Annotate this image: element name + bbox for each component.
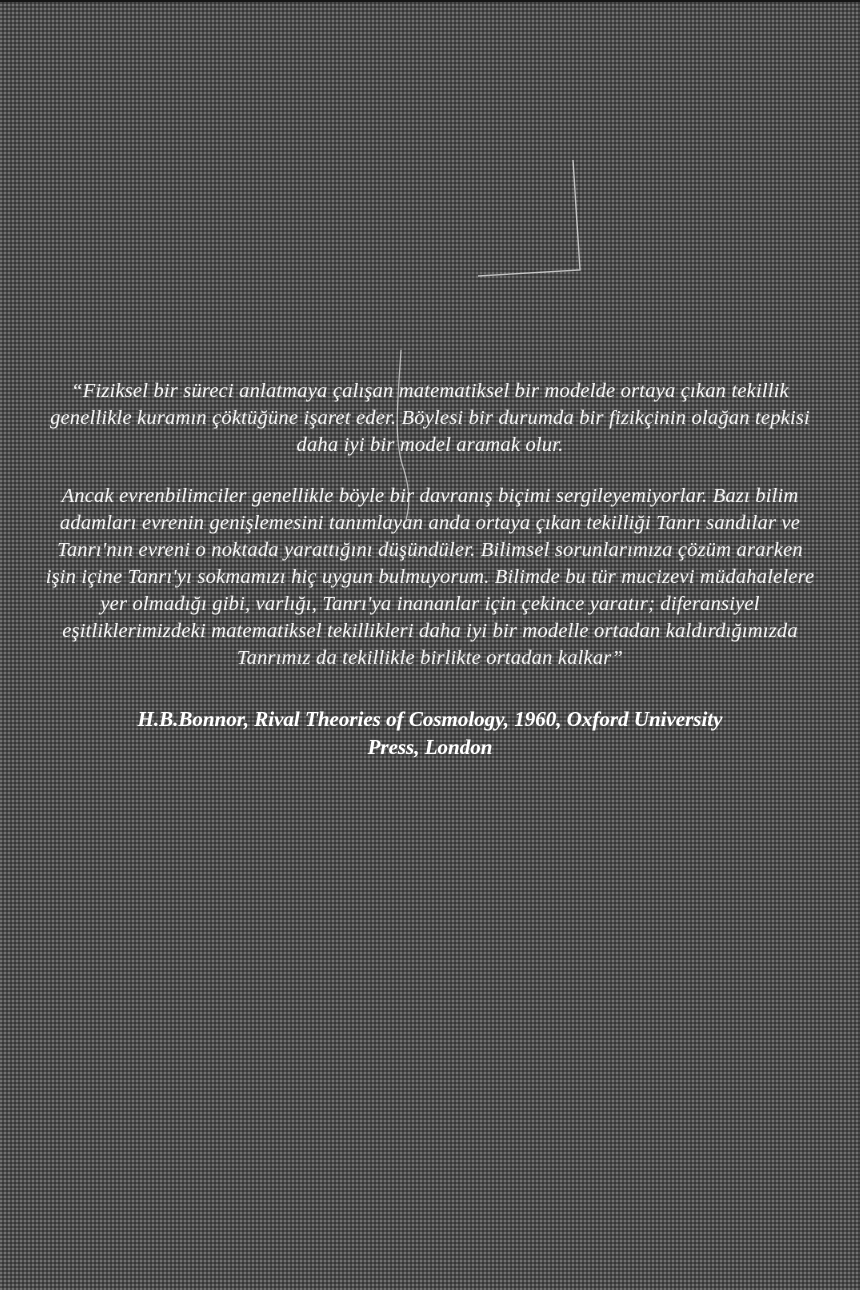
top-border <box>0 0 860 2</box>
quote-paragraph-2: Ancak evrenbilimciler genellikle böyle bir davranış biçimi sergileyemiyorlar. Bazı bilim adamları evrenin genişlemesini tanımlayan anda ortaya çıkan tekilliği Tanrı sandılar ve Tanrı'nın evreni o noktada yarattığını düşündüler. Bilimsel sorunlarımıza çözüm ararken işin içine Tanrı'yı sokmamızı hiç uygun bulmuyorum. Bilimde bu tür mucizevi müdahalelere yer olmadığı gibi, varlığı, Tanrı'ya inananlar için çekince yaratır; diferansiyel eşitliklerimizdeki matematiksel tekillikleri daha iyi bir modelle ortadan kaldırdığımızda Tanrımız da tekillikle birlikte ortadan kalkar” <box>45 485 815 669</box>
citation-line-2: Press, London <box>367 735 493 759</box>
citation-line-1: H.B.Bonnor, Rival Theories of Cosmology, 1960, Oxford University <box>137 707 723 731</box>
quote-paragraph-1: “Fiziksel bir süreci anlatmaya çalışan matematiksel bir modelde ortaya çıkan tekillik genellikle kuramın çöktüğüne işaret eder. Böylesi bir durumda bir fizikçinin olağan tepkisi daha iyi bir model aramak olur. <box>50 380 810 456</box>
quote-block <box>40 378 820 761</box>
citation <box>40 705 820 761</box>
